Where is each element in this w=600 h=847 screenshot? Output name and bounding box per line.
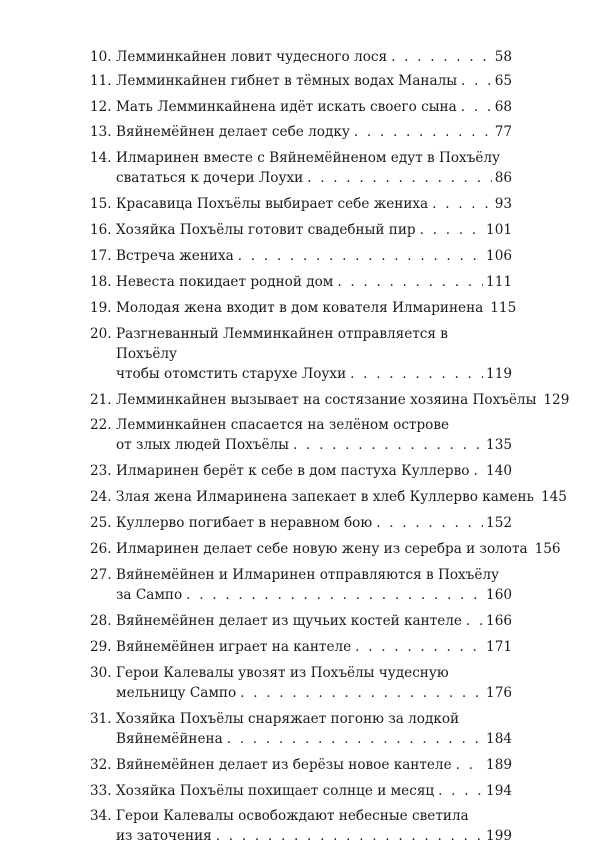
dot-leader	[466, 612, 483, 632]
page-number: 68	[494, 98, 512, 115]
entry-title: Злая жена Илмаринена запекает в хлеб Куллерво камень	[116, 488, 534, 505]
entry-title-line: Илмаринен вместе с Вяйнемёйненом едут в Похъёлу	[116, 150, 501, 167]
entry-title: Мать Лемминкайнена идёт искать своего сына	[116, 98, 457, 115]
entry-title: Илмаринен берёт к себе в дом пастуха Куллерво	[116, 462, 470, 479]
dot-leader	[461, 72, 492, 92]
toc-entry	[90, 195, 512, 215]
page-number: 129	[543, 391, 570, 408]
entry-title-line: Лемминкайнен спасается на зелёном острове	[116, 417, 450, 433]
dot-leader	[438, 782, 483, 802]
toc-entry	[90, 514, 512, 534]
entry-title: Невеста покидает родной дом	[116, 274, 334, 291]
entry-number: 27.	[90, 567, 112, 584]
page-number: 86	[494, 170, 512, 187]
toc-entry	[90, 638, 512, 658]
dot-leader	[307, 169, 492, 189]
entry-number: 11.	[90, 73, 112, 90]
entry-title: мельницу Сампо	[116, 685, 237, 702]
toc-entry	[90, 416, 512, 456]
entry-number: 22.	[90, 417, 112, 433]
page-number: 101	[486, 222, 512, 239]
dot-leader	[473, 462, 483, 482]
entry-number: 19.	[90, 299, 112, 316]
dot-leader	[391, 48, 492, 68]
dot-leader	[354, 123, 492, 143]
table-of-contents	[90, 48, 570, 847]
entry-title: Лемминкайнен гибнет в тёмных водах Маналы	[116, 73, 458, 90]
toc-entry	[90, 48, 512, 68]
entry-number: 26.	[90, 541, 112, 558]
entry-number: 29.	[90, 638, 112, 655]
dot-leader	[456, 756, 483, 776]
toc-entry	[90, 540, 561, 560]
page-number: 135	[486, 436, 512, 453]
entry-title: чтобы отомстить старухе Лоухи	[116, 365, 347, 382]
entry-title: Вяйнемёйнен играет на кантеле	[116, 638, 352, 655]
page-number: 189	[486, 757, 512, 774]
toc-entry	[90, 149, 512, 189]
page-number: 184	[486, 731, 512, 747]
toc-entry	[90, 325, 512, 384]
entry-title: из заточения	[116, 828, 212, 845]
entry-title: Лемминкайнен ловит чудесного лося	[116, 49, 388, 65]
dot-leader	[216, 827, 483, 847]
entry-title: от злых людей Похъёлы	[116, 436, 290, 453]
entry-number: 14.	[90, 150, 112, 167]
entry-number: 32.	[90, 757, 112, 774]
entry-number: 21.	[90, 391, 112, 408]
entry-number: 10.	[90, 49, 112, 65]
entry-title: Молодая жена входит в дом кователя Илмаринена	[116, 299, 484, 316]
page-number: 119	[486, 365, 512, 382]
toc-entry	[90, 123, 512, 143]
page-number: 115	[490, 299, 517, 316]
entry-title: Встреча жениха	[116, 248, 234, 265]
page-number: 145	[540, 488, 567, 505]
page-number: 140	[486, 462, 512, 479]
dot-leader	[376, 514, 483, 534]
entry-number: 34.	[90, 808, 112, 825]
toc-entry	[90, 299, 517, 319]
toc-entry	[90, 221, 512, 241]
toc-entry	[90, 462, 512, 482]
entry-number: 31.	[90, 711, 112, 728]
entry-title-line: Хозяйка Похъёлы снаряжает погоню за лодкой	[116, 711, 460, 728]
toc-entry	[90, 807, 512, 847]
page-number: 111	[486, 274, 512, 291]
toc-entry	[90, 72, 512, 92]
page-number: 77	[494, 124, 512, 141]
entry-title-line: Герои Калевалы освобождают небесные светила	[116, 808, 469, 825]
entry-title: свататься к дочери Лоухи	[116, 170, 304, 187]
toc-entry	[90, 756, 512, 776]
entry-title: Вяйнемёйнен делает себе лодку	[116, 124, 350, 141]
page-number: 106	[486, 248, 512, 265]
entry-title: Илмаринен делает себе новую жену из серебра и золота	[116, 541, 528, 558]
entry-number: 33.	[90, 782, 112, 799]
page-number: 152	[486, 515, 512, 532]
dot-leader	[186, 586, 483, 606]
dot-leader	[240, 684, 483, 704]
page-number: 199	[486, 828, 512, 845]
toc-entry	[90, 488, 567, 508]
toc-entry	[90, 612, 512, 632]
dot-leader	[227, 730, 483, 750]
page-number: 93	[494, 196, 512, 213]
entry-number: 30.	[90, 665, 112, 682]
entry-number: 16.	[90, 222, 112, 239]
toc-entry	[90, 391, 570, 411]
toc-entry	[90, 710, 512, 750]
dot-leader	[238, 247, 483, 267]
toc-entry	[90, 566, 512, 606]
page-number: 171	[486, 638, 512, 655]
entry-title: Вяйнемёйнен делает из берёзы новое кантеле	[116, 757, 452, 774]
dot-leader	[420, 221, 483, 241]
entry-title-line: Герои Калевалы увозят из Похъёлы чудесную	[116, 665, 449, 682]
entry-number: 17.	[90, 248, 112, 265]
page-number: 65	[494, 73, 512, 90]
dot-leader	[293, 436, 483, 456]
entry-title: Вяйнемёйнен делает из щучьих костей кантеле	[116, 612, 462, 629]
entry-title: Куллерво погибает в неравном бою	[116, 515, 373, 532]
dot-leader	[350, 365, 483, 385]
entry-title: за Сампо	[116, 587, 183, 604]
page-number: 156	[534, 541, 561, 558]
page-number: 160	[486, 587, 512, 604]
toc-entry	[90, 273, 512, 293]
entry-title: Хозяйка Похъёлы готовит свадебный пир	[116, 222, 416, 239]
page-number: 194	[486, 782, 512, 799]
entry-number: 28.	[90, 612, 112, 629]
entry-title: Вяйнемёйнена	[116, 731, 223, 747]
dot-leader	[337, 273, 483, 293]
dot-leader	[461, 98, 492, 118]
entry-number: 23.	[90, 462, 112, 479]
dot-leader	[432, 195, 492, 215]
entry-title-line: Вяйнемёйнен и Илмаринен отправляются в Похъёлу	[116, 567, 500, 584]
entry-title: Лемминкайнен вызывает на состязание хозяина Похъёлы	[116, 391, 537, 408]
toc-entry	[90, 247, 512, 267]
entry-number: 25.	[90, 515, 112, 532]
page-number: 176	[486, 685, 512, 702]
entry-title: Хозяйка Похъёлы похищает солнце и месяц	[116, 782, 435, 799]
entry-number: 13.	[90, 124, 112, 141]
entry-number: 12.	[90, 98, 112, 115]
entry-title: Красавица Похъёлы выбирает себе жениха	[116, 196, 429, 213]
page-number: 166	[486, 612, 512, 629]
entry-number: 18.	[90, 274, 112, 291]
toc-entry	[90, 782, 512, 802]
toc-entry	[90, 98, 512, 118]
entry-number: 20.	[90, 326, 112, 343]
entry-number: 24.	[90, 488, 112, 505]
toc-entry	[90, 664, 512, 704]
dot-leader	[355, 638, 483, 658]
entry-title-line: Разгневанный Лемминкайнен отправляется в Похъёлу	[116, 326, 448, 362]
entry-number: 15.	[90, 196, 112, 213]
page-number: 58	[494, 49, 512, 65]
